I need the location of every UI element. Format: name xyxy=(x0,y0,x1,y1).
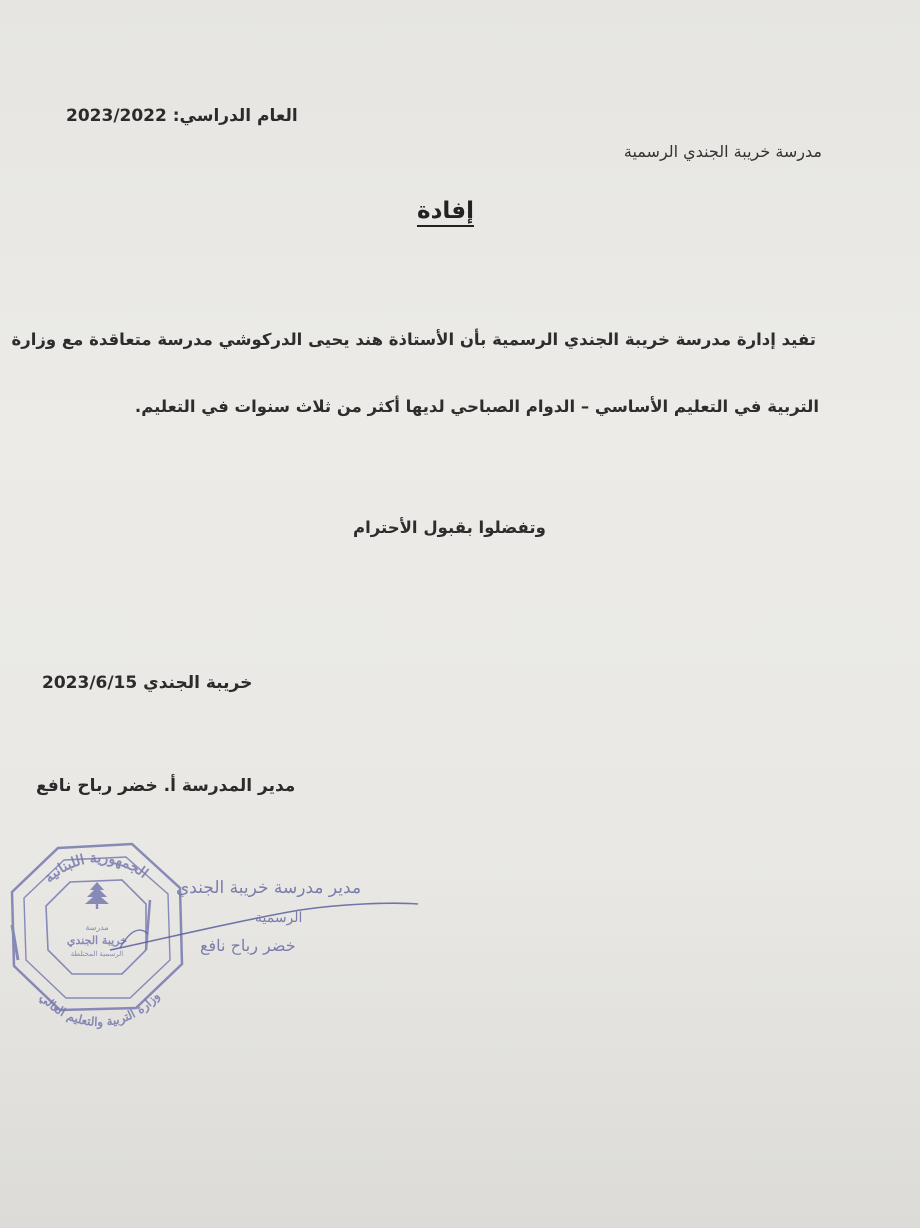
seal-bottom-text: وزارة التربية والتعليم العالي xyxy=(37,989,163,1030)
signature-stamp-line-1: مدير مدرسة خريبة الجندي xyxy=(176,878,362,898)
place-date: خريبة الجندي 2023/6/15 xyxy=(42,673,253,693)
official-seal xyxy=(0,830,420,1030)
academic-year: العام الدراسي: 2023/2022 xyxy=(66,106,298,126)
body-line-2: التربية في التعليم الأساسي – الدوام الصباحي لديها أكثر من ثلاث سنوات في التعليم. xyxy=(134,397,819,416)
seal-center-text-2: خريبة الجندي xyxy=(66,934,128,947)
seal-center-text-1: مدرسة xyxy=(85,923,109,932)
seal-top-text: الجمهورية اللبنانية xyxy=(41,850,151,887)
document-title: إفادة xyxy=(417,198,474,224)
seal-center-text-3: الرسمية المختلطة xyxy=(70,950,124,958)
body-line-1: تفيد إدارة مدرسة خريبة الجندي الرسمية بأن الأستاذة هند يحيى الدركوشي مدرسة متعاقدة مع وزارة xyxy=(11,330,816,349)
cedar-icon xyxy=(85,882,109,909)
school-name: مدرسة خريبة الجندي الرسمية xyxy=(623,142,822,161)
signature-stamp-line-3: خضر رباح نافع xyxy=(200,936,296,955)
signature-stamp-line-2: الرسمية xyxy=(255,910,303,926)
closing-line: وتفضلوا بقبول الأحترام xyxy=(353,518,546,537)
principal-name: مدير المدرسة أ. خضر رباح نافع xyxy=(36,776,296,796)
